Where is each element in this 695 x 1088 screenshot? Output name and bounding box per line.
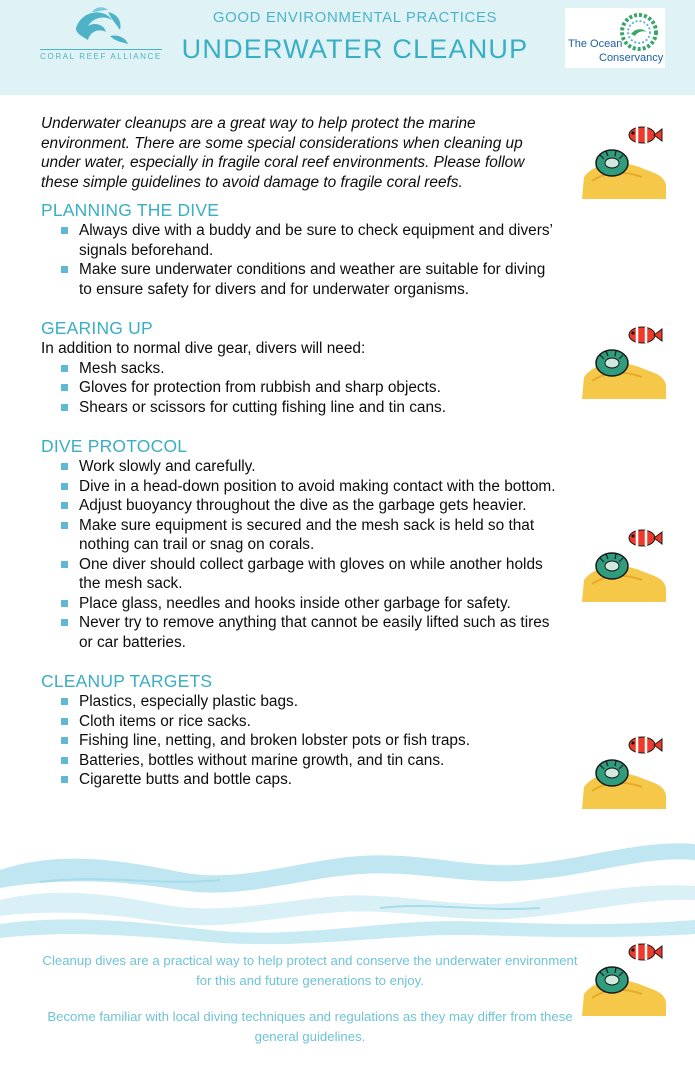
bullet-square-icon xyxy=(61,737,68,744)
list-item: Make sure underwater conditions and weather are suitable for diving to ensure safety for divers and for underwater organisms. xyxy=(41,260,561,299)
list-item: Shears or scissors for cutting fishing line and tin cans. xyxy=(41,398,561,418)
list-item: Fishing line, netting, and broken lobster pots or fish traps. xyxy=(41,731,561,751)
footer-paragraph-2: Become familiar with local diving techniques and regulations as they may differ from these general guidelines. xyxy=(47,1009,573,1044)
bullet-square-icon xyxy=(61,698,68,705)
bullet-square-icon xyxy=(61,365,68,372)
bullet-square-icon xyxy=(61,776,68,783)
list-item: Adjust buoyancy throughout the dive as the garbage gets heavier. xyxy=(41,496,561,516)
list-item: Dive in a head-down position to avoid making contact with the bottom. xyxy=(41,477,561,497)
ocean-conservancy-ring-icon xyxy=(617,10,661,54)
bullet-square-icon xyxy=(61,757,68,764)
bullet-square-icon xyxy=(61,619,68,626)
list-item: Batteries, bottles without marine growth, and tin cans. xyxy=(41,751,561,771)
page-header xyxy=(0,0,695,95)
intro-paragraph: Underwater cleanups are a great way to help protect the marine environment. There are some special considerations when cleaning up under water, especially in fragile coral reef environments. Please follow these simple guidelines to avoid damage to fragile coral reefs. xyxy=(41,115,525,191)
bullet-square-icon xyxy=(61,522,68,529)
list-item: Place glass, needles and hooks inside other garbage for safety. xyxy=(41,594,561,614)
section-protocol xyxy=(41,435,561,652)
bullet-square-icon xyxy=(61,384,68,391)
section-gearing xyxy=(41,317,561,417)
bullet-square-icon xyxy=(61,483,68,490)
bullet-square-icon xyxy=(61,600,68,607)
list-item: Never try to remove anything that cannot be easily lifted such as tires or car batteries. xyxy=(41,613,561,652)
bullet-square-icon xyxy=(61,502,68,509)
list-item: Always dive with a buddy and be sure to check equipment and divers’ signals beforehand. xyxy=(41,221,561,260)
wave-decoration xyxy=(0,830,695,950)
section-heading: CLEANUP TARGETS xyxy=(41,671,213,691)
bullet-square-icon xyxy=(61,718,68,725)
section-heading: GEARING UP xyxy=(41,318,153,338)
list-item: Cloth items or rice sacks. xyxy=(41,712,561,732)
footer-paragraph-1: Cleanup dives are a practical way to help protect and conserve the underwater environment for this and future generations to enjoy. xyxy=(42,953,578,988)
clownfish-tire-icon xyxy=(582,315,666,399)
section-heading: DIVE PROTOCOL xyxy=(41,436,188,456)
ocean-conservancy-logo xyxy=(565,8,665,68)
bullet-square-icon xyxy=(61,404,68,411)
bullet-list xyxy=(41,457,561,652)
main-content xyxy=(41,114,561,808)
section-lead: In addition to normal dive gear, divers will need: xyxy=(41,340,366,357)
clownfish-tire-icon xyxy=(582,725,666,809)
bullet-list xyxy=(41,692,561,790)
page-kicker: GOOD ENVIRONMENTAL PRACTICES xyxy=(212,9,498,26)
logo-line-2: Conservancy xyxy=(599,52,664,64)
bullet-square-icon xyxy=(61,227,68,234)
list-item: Gloves for protection from rubbish and sharp objects. xyxy=(41,378,561,398)
list-item: Mesh sacks. xyxy=(41,359,561,379)
bullet-list xyxy=(41,221,561,299)
bullet-square-icon xyxy=(61,463,68,470)
clownfish-tire-icon xyxy=(582,518,666,602)
list-item: One diver should collect garbage with gloves on while another holds the mesh sack. xyxy=(41,555,561,594)
list-item: Plastics, especially plastic bags. xyxy=(41,692,561,712)
clownfish-tire-icon xyxy=(582,115,666,199)
bullet-list xyxy=(41,359,561,418)
coral-reef-alliance-logo xyxy=(40,6,162,66)
section-heading: PLANNING THE DIVE xyxy=(41,200,220,220)
section-planning xyxy=(41,199,561,299)
fish-logo-icon xyxy=(70,6,130,48)
section-targets xyxy=(41,670,561,790)
logo-line-1: The Ocean xyxy=(568,38,623,50)
bullet-square-icon xyxy=(61,266,68,273)
list-item: Cigarette butts and bottle caps. xyxy=(41,770,561,790)
list-item: Make sure equipment is secured and the mesh sack is held so that nothing can trail or snag on corals. xyxy=(41,516,561,555)
logo-rule xyxy=(40,49,162,50)
page-title: UNDERWATER CLEANUP xyxy=(181,34,529,64)
bullet-square-icon xyxy=(61,561,68,568)
logo-name: CORAL REEF ALLIANCE xyxy=(40,52,162,61)
list-item: Work slowly and carefully. xyxy=(41,457,561,477)
